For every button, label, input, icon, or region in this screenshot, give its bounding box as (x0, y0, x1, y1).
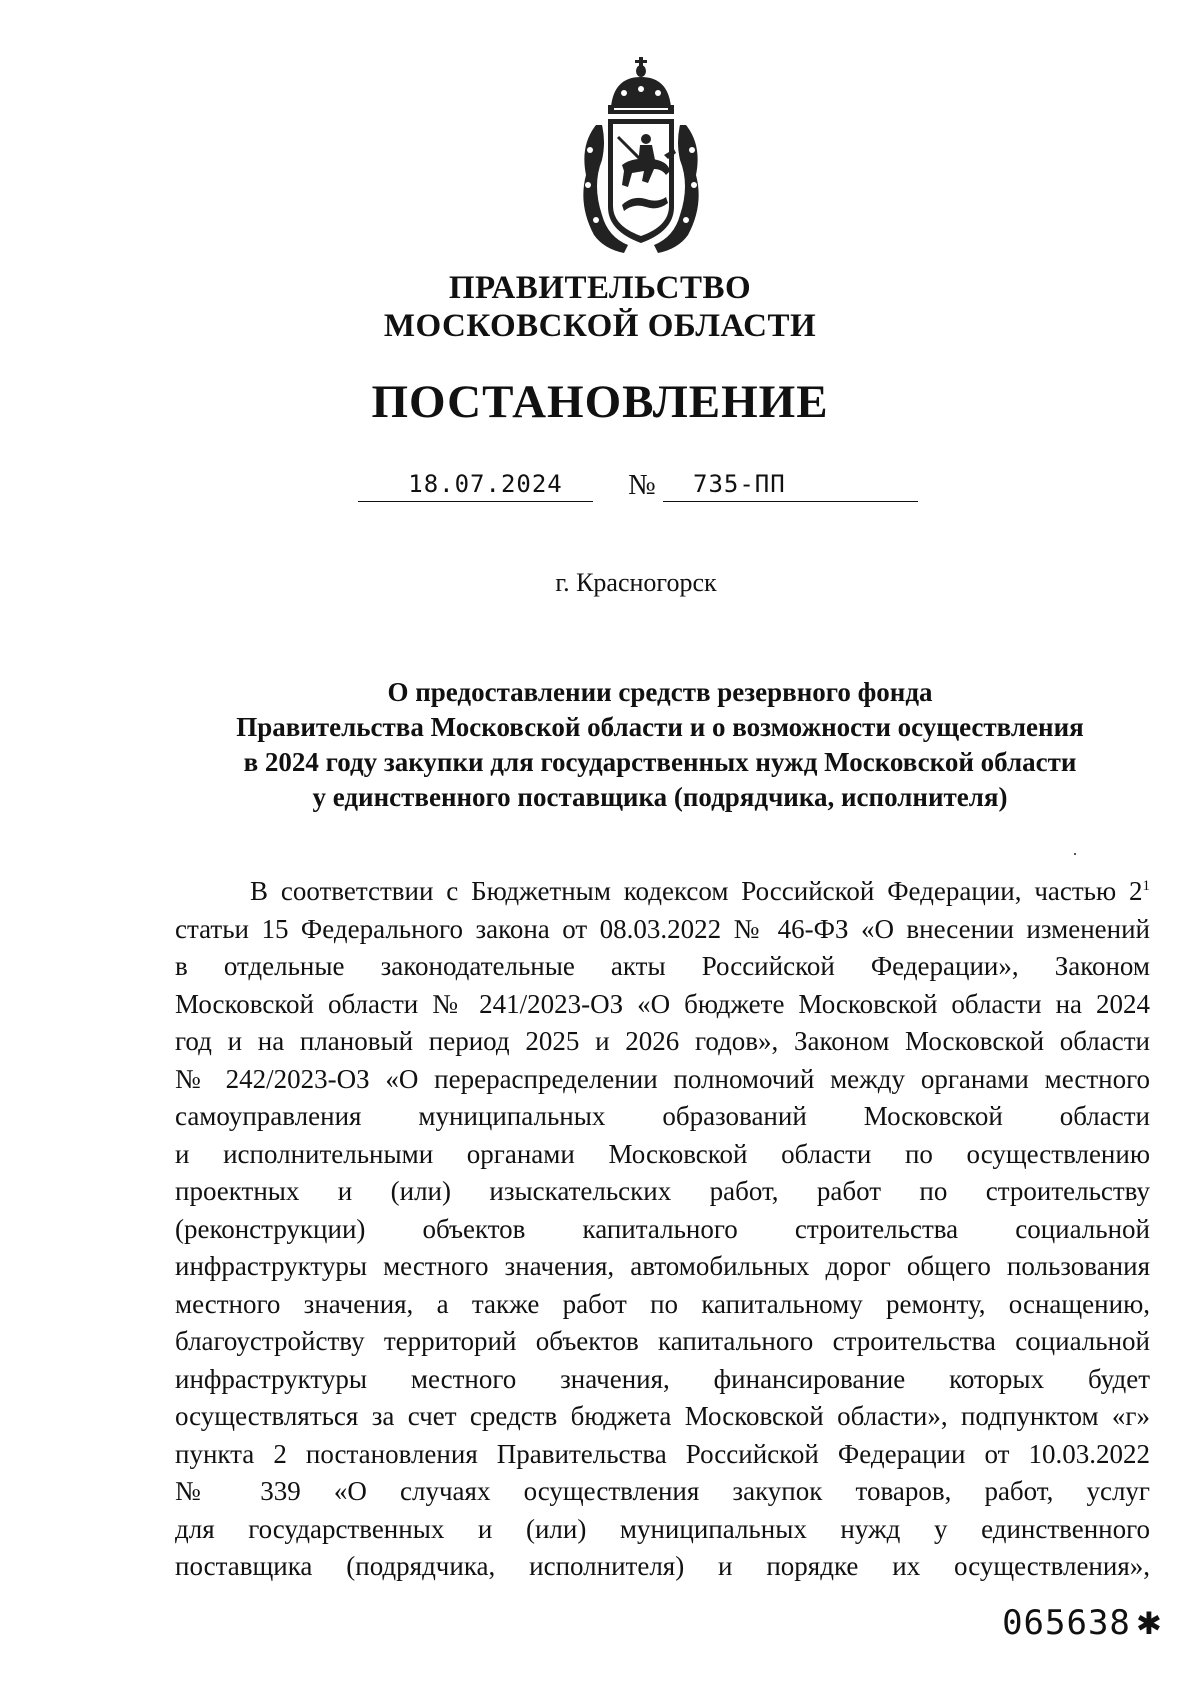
title-line: Правительства Московской области и о возможности осуществления (236, 712, 1084, 742)
government-name-line2: МОСКОВСКОЙ ОБЛАСТИ (383, 308, 817, 344)
body-paragraph (175, 873, 1150, 1586)
body-line: для государственных и (или) муниципальных нужд у единственного (175, 1513, 1150, 1544)
city-name: г. Красногорск (555, 568, 717, 597)
body-line: поставщика (подрядчика, исполнителя) и порядке их осуществления», (175, 1551, 1150, 1581)
asterisk-icon: ✱ (1136, 1598, 1162, 1644)
document-type: ПОСТАНОВЛЕНИЕ (371, 376, 829, 428)
body-line: благоустройству территорий объектов капитального строительства социальной (175, 1326, 1150, 1356)
title-line: в 2024 году закупки для государственных нужд Московской области (243, 747, 1077, 777)
serial-number (1002, 1598, 1162, 1644)
body-line: инфраструктуры местного значения, автомобильных дорог общего пользования (175, 1251, 1150, 1281)
title-line: у единственного поставщика (подрядчика, исполнителя) (312, 782, 1008, 812)
body-line: в отдельные законодательные акты Российской Федерации», Законом (175, 951, 1150, 981)
document-title (160, 675, 1160, 815)
body-line: и исполнительными органами Московской области по осуществлению (175, 1138, 1150, 1169)
body-line: местного значения, а также работ по капитальному ремонту, оснащению, (175, 1288, 1150, 1319)
body-line: (реконструкции) объектов капитального строительства социальной (175, 1213, 1150, 1244)
document-number: 735-ПП (693, 470, 786, 498)
body-line: № 339 «О случаях осуществления закупок товаров, работ, услуг (175, 1476, 1150, 1506)
body-line: статьи 15 Федерального закона от 08.03.2022 № 46-ФЗ «О внесении изменений (175, 913, 1150, 944)
body-line: Московской области № 241/2023-ОЗ «О бюджете Московской области на 2024 (175, 988, 1150, 1019)
serial-number-text: 065638 (1002, 1603, 1131, 1643)
body-line: инфраструктуры местного значения, финансирование которых будет (175, 1363, 1150, 1394)
number-underline (663, 501, 918, 502)
body-line: самоуправления муниципальных образований Московской области (175, 1101, 1150, 1131)
government-name-line1: ПРАВИТЕЛЬСТВО (448, 270, 752, 306)
body-line: год и на плановый период 2025 и 2026 годов», Законом Московской области (175, 1026, 1150, 1056)
scan-dot (1074, 853, 1076, 855)
body-line: проектных и (или) изыскательских работ, работ по строительству (175, 1176, 1150, 1206)
superscript: 1 (1142, 878, 1150, 894)
date-number-line (358, 468, 918, 508)
number-sign: № (628, 469, 656, 501)
body-line-text: В соответствии с Бюджетным кодексом Российской Федерации, частью 2 (250, 876, 1143, 906)
body-line-first (175, 873, 1150, 911)
body-line: пункта 2 постановления Правительства Российской Федерации от 10.03.2022 (175, 1438, 1150, 1469)
body-line: № 242/2023-ОЗ «О перераспределении полномочий между органами местного (175, 1063, 1150, 1094)
title-line: О предоставлении средств резервного фонда (387, 677, 933, 707)
coat-of-arms-emblem (566, 55, 716, 265)
body-line: осуществляться за счет средств бюджета Московской области», подпунктом «г» (175, 1401, 1150, 1431)
date-underline (358, 501, 593, 502)
document-date: 18.07.2024 (408, 470, 563, 498)
